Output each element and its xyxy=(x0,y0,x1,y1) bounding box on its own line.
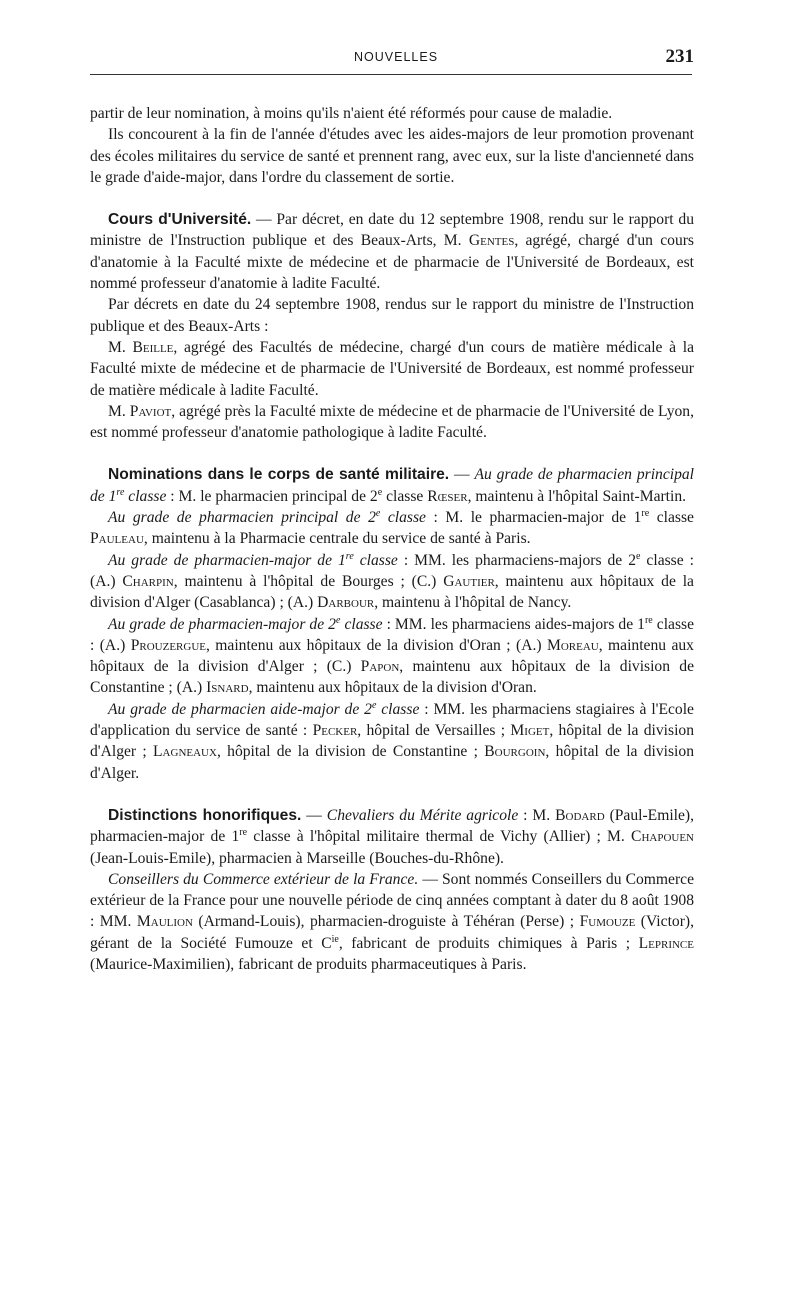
section-heading-distinctions: Distinctions honorifiques. xyxy=(108,806,302,824)
person-name: Moreau xyxy=(546,636,599,654)
person-name: Isnard xyxy=(206,679,249,697)
person-name: Darbour xyxy=(317,594,375,612)
text-run: : M. le pharmacien-major de 1 xyxy=(425,509,642,527)
grade-title: Au grade de pharmacien-major de 2 xyxy=(108,615,336,633)
text-run: , agrégé, chargé d'un cours d'anatomie à la Faculté mixte de médecine et de pharmacie de l'Université de Bordeaux, est nommé professeur d'anatomie à ladite Faculté. xyxy=(90,232,694,293)
text-run: : MM. les pharmaciens stagiaires à l'Ecole d'application du service de santé : xyxy=(90,700,694,740)
grade-title: classe xyxy=(380,509,426,527)
person-name: Gautier xyxy=(443,572,495,590)
text-run: M. xyxy=(108,402,130,420)
person-name: Papon xyxy=(360,658,400,676)
page-header xyxy=(90,48,692,75)
text-run: , maintenu à l'hôpital de Nancy. xyxy=(374,594,572,612)
text-run: , maintenu aux hôpitaux de la division d'Alger (Casablanca) ; (A.) xyxy=(90,572,694,612)
text-run: — xyxy=(301,806,327,824)
text-run: , maintenu à l'hôpital Saint-Martin. xyxy=(467,487,687,505)
person-name: Pecker xyxy=(312,722,358,740)
ordinal-sup: re xyxy=(641,508,650,520)
paragraph-nomination-5 xyxy=(90,699,694,784)
grade-title: classe xyxy=(124,487,167,505)
award-title: Chevaliers du Mérite agricole xyxy=(326,806,519,824)
grade-title: Au grade de pharmacien-major de 1 xyxy=(108,551,346,569)
section-distinctions xyxy=(90,805,694,869)
ordinal-sup: e xyxy=(377,486,383,498)
text-run: (Jean-Louis-Emile), pharmacien à Marseille (Bouches-du-Rhône). xyxy=(90,849,504,867)
person-name: Bodard xyxy=(555,806,605,824)
person-name: Beille xyxy=(132,338,174,356)
person-name: Fumouze xyxy=(579,913,636,931)
grade-title: Au grade de pharmacien aide-major de 2 xyxy=(108,700,372,718)
running-head: NOUVELLES xyxy=(354,50,439,64)
text-run: — Par décret, en date du 12 septembre 1908, rendu sur le rapport du ministre de l'Instruction publique et des Beaux-Arts, M. xyxy=(90,211,694,250)
grade-title: Au grade de pharmacien principal de 1 xyxy=(90,466,695,505)
grade-title: classe xyxy=(376,700,420,718)
text-run: , maintenu à la Pharmacie centrale du service de santé à Paris. xyxy=(143,530,531,548)
article-body xyxy=(90,103,694,975)
ordinal-sup: re xyxy=(345,550,354,562)
paragraph-concours: Ils concourent à la fin de l'année d'études avec les aides-majors de leur promotion provenant des écoles militaires du service de santé et prennent rang, avec eux, sur la liste d'ancienneté dans le grade d'aide-major, dans l'ordre du classement de sortie. xyxy=(90,126,694,186)
person-name: Leprince xyxy=(638,934,694,952)
person-name: Bourgoin xyxy=(484,743,546,761)
paragraph-decrets: Par décrets en date du 24 septembre 1908, rendus sur le rapport du ministre de l'Instruction publique et des Beaux-Arts : xyxy=(90,296,694,335)
paragraph-nomination-2 xyxy=(90,507,694,550)
text-run: , agrégé près la Faculté mixte de médecine et de pharmacie de l'Université de Lyon, est nommé professeur d'anatomie pathologique à ladite Faculté. xyxy=(90,402,694,442)
text-run: (Victor), gérant de la Société Fumouze et C xyxy=(90,913,694,952)
section-nominations xyxy=(90,464,694,507)
text-run: , maintenu aux hôpitaux de la division d'Oran ; (A.) xyxy=(205,636,547,654)
text-run: , maintenu aux hôpitaux de la division d'Oran. xyxy=(248,679,537,697)
paragraph-conseillers xyxy=(90,869,694,975)
person-name: Pauleau xyxy=(90,530,144,548)
ordinal-sup: re xyxy=(116,486,125,498)
ordinal-sup: e xyxy=(371,699,377,711)
text-run: (Maurice-Maximilien), fabricant de produits pharmaceutiques à Paris. xyxy=(90,955,527,973)
ordinal-sup: e xyxy=(636,550,641,562)
section-heading-cours: Cours d'Université. xyxy=(108,211,252,229)
text-run: classe : (A.) xyxy=(90,615,695,654)
paragraph-beille xyxy=(90,337,694,401)
text-run: M. xyxy=(108,338,133,356)
ordinal-sup: re xyxy=(644,614,653,626)
grade-title: classe xyxy=(353,551,398,569)
text-run: , fabricant de produits chimiques à Paris ; xyxy=(338,934,639,952)
text-run: , maintenu à l'hôpital de Bourges ; (C.) xyxy=(173,572,444,590)
text-run: classe à l'hôpital militaire thermal de Vichy (Allier) ; M. xyxy=(247,828,632,846)
page-number: 231 xyxy=(665,46,694,67)
text-run: , agrégé des Facultés de médecine, chargé d'un cours de matière médicale à la Faculté mixte de médecine et de pharmacie de l'Université de Bordeaux, est nommé professeur de matière médicale à ladite Faculté. xyxy=(90,338,694,399)
text-run: , maintenu aux hôpitaux de la division de Constantine ; (A.) xyxy=(90,658,694,697)
text-run: : M. xyxy=(518,806,556,824)
paragraph-nomination-4 xyxy=(90,614,694,699)
person-name: Chapouen xyxy=(631,828,695,846)
person-name: Maulion xyxy=(136,913,193,931)
person-name: Prouzergue xyxy=(130,636,206,654)
text-run: classe xyxy=(382,487,428,505)
paragraph-paviot xyxy=(90,401,694,444)
ordinal-sup: ie xyxy=(331,933,339,945)
text-run: — xyxy=(449,466,475,484)
ordinal-sup: e xyxy=(375,508,381,520)
section-cours-universite xyxy=(90,209,694,294)
text-run: , hôpital de la division d'Alger ; xyxy=(90,722,694,761)
text-run: , hôpital de la division d'Alger. xyxy=(90,743,694,782)
text-run: : MM. les pharmaciens aides-majors de 1 xyxy=(382,615,645,633)
text-run: classe : (A.) xyxy=(90,551,694,590)
text-run: (Armand-Louis), pharmacien-droguiste à Téhéran (Perse) ; xyxy=(192,913,580,931)
award-title: Conseillers du Commerce extérieur de la France. xyxy=(108,870,419,888)
person-name: Gentes xyxy=(468,232,515,250)
ordinal-sup: re xyxy=(239,827,248,839)
text-run: (Paul-Emile), pharmacien-major de 1 xyxy=(90,806,695,846)
person-name: Rœser xyxy=(427,487,468,505)
text-run: , hôpital de la division de Constantine ; xyxy=(216,743,485,761)
text-run: — Sont nommés Conseillers du Commerce extérieur de la France pour une nouvelle période de cinq années comptant à dater du 8 août 1908 : MM. xyxy=(90,870,694,931)
grade-title: classe xyxy=(340,615,383,633)
person-name: Miget xyxy=(510,722,550,740)
text-run: , maintenu aux hôpitaux de la division d'Alger ; (C.) xyxy=(90,636,694,676)
text-run: : M. le pharmacien principal de 2 xyxy=(166,487,378,505)
ordinal-sup: e xyxy=(335,614,341,626)
paragraph-nomination-3 xyxy=(90,550,694,614)
person-name: Lagneaux xyxy=(153,743,217,761)
paragraph-continuation: partir de leur nomination, à moins qu'ils n'aient été réformés pour cause de maladie. xyxy=(90,105,613,122)
text-run: : MM. les pharmaciens-majors de 2 xyxy=(397,551,636,569)
person-name: Charpin xyxy=(122,572,174,590)
text-run: classe xyxy=(649,509,694,527)
grade-title: Au grade de pharmacien principal de 2 xyxy=(108,509,376,527)
person-name: Paviot xyxy=(129,402,172,420)
section-heading-nominations: Nominations dans le corps de santé militaire. xyxy=(108,466,450,484)
text-run: , hôpital de Versailles ; xyxy=(357,722,511,740)
